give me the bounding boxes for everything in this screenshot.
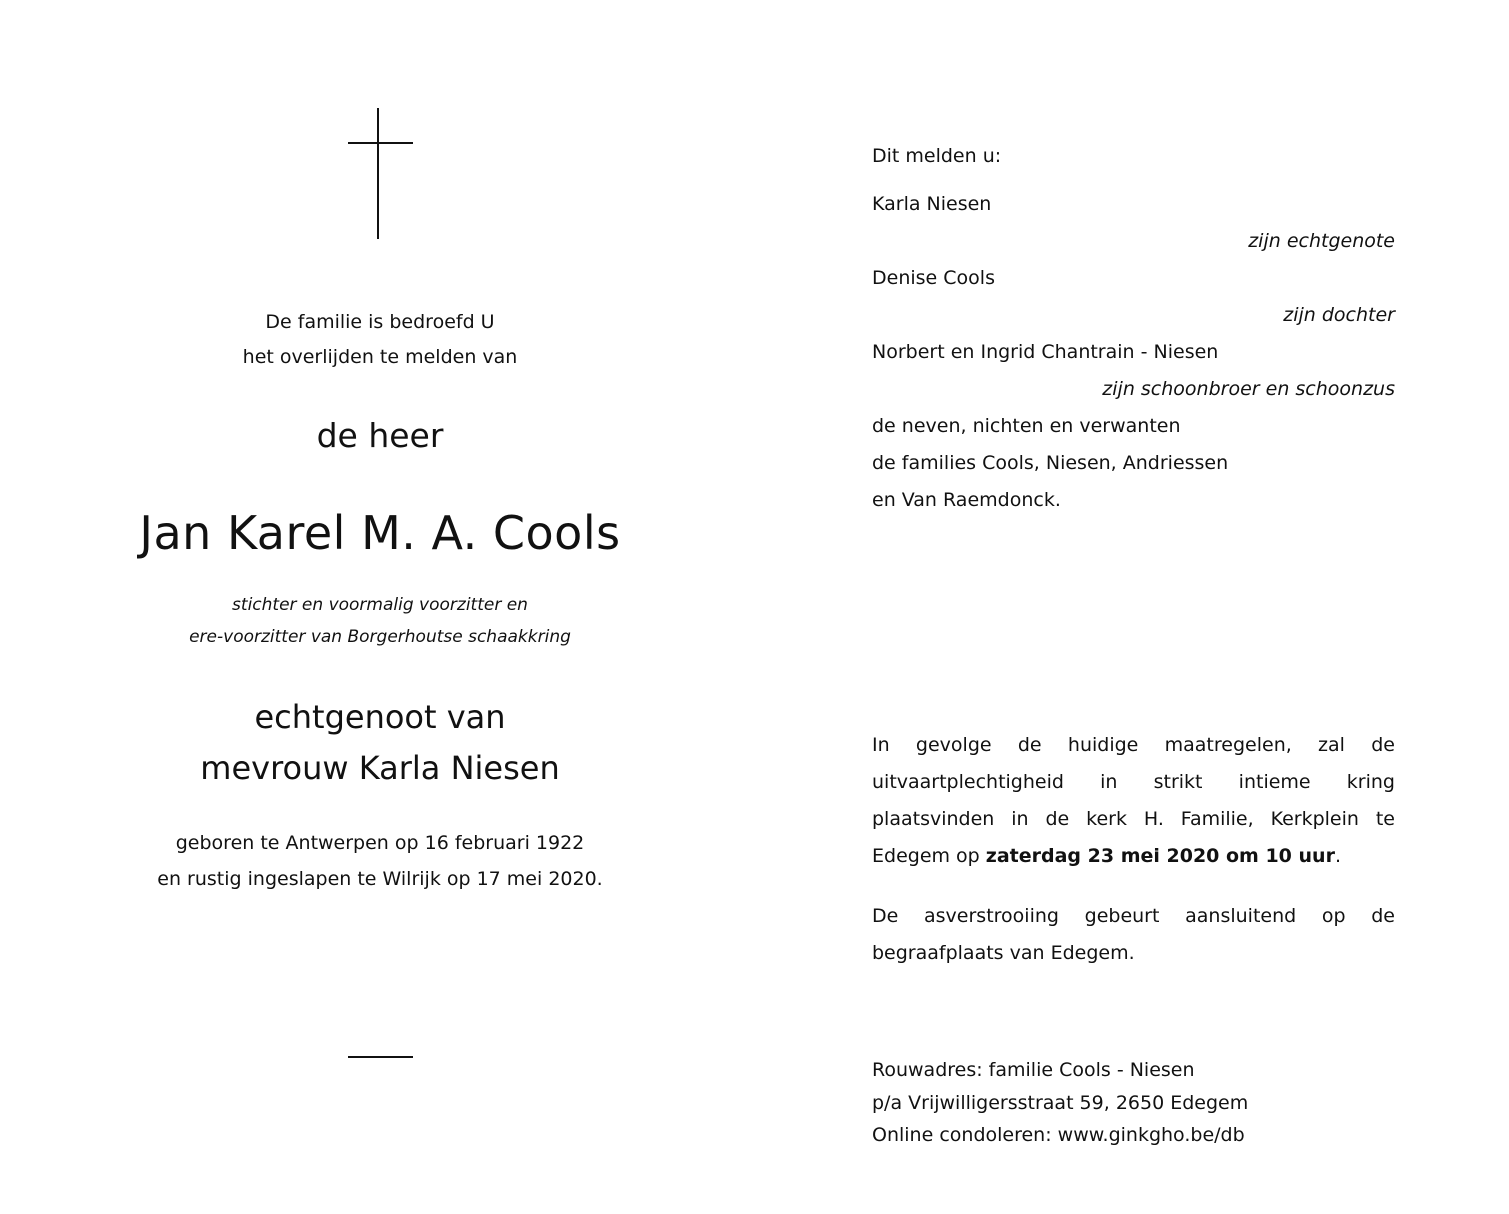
family-member-relation: zijn schoonbroer en schoonzus bbox=[1102, 378, 1395, 400]
relatives-line-2: de families Cools, Niesen, Andriessen bbox=[872, 452, 1229, 474]
intro-line-1: De familie is bedroefd U bbox=[265, 311, 495, 333]
family-member-relation: zijn dochter bbox=[1283, 304, 1395, 326]
funeral-date-time: zaterdag 23 mei 2020 om 10 uur bbox=[985, 845, 1335, 867]
death-line: en rustig ingeslapen te Wilrijk op 17 mei 2020. bbox=[157, 868, 603, 890]
closing-divider bbox=[348, 1056, 413, 1058]
family-member-name: Denise Cools bbox=[872, 267, 995, 289]
spouse-line-1: echtgenoot van bbox=[254, 698, 506, 736]
salutation: de heer bbox=[316, 416, 444, 455]
announcers-heading: Dit melden u: bbox=[872, 145, 1002, 167]
cross-icon bbox=[377, 108, 379, 239]
funeral-notice-text: In gevolge de huidige maatregelen, zal de uitvaartplechtigheid in strikt intieme kring plaatsvinden in de kerk H. Familie, Kerkplein te Edegem op bbox=[872, 734, 1395, 867]
spouse-line-2: mevrouw Karla Niesen bbox=[200, 749, 560, 787]
funeral-notice bbox=[872, 727, 1395, 875]
address-line-1: Rouwadres: familie Cools - Niesen bbox=[872, 1059, 1195, 1081]
intro-line-2: het overlijden te melden van bbox=[242, 346, 518, 368]
right-panel bbox=[872, 0, 1395, 1214]
cross-icon-crossbar bbox=[348, 142, 413, 144]
relatives-line-3: en Van Raemdonck. bbox=[872, 489, 1061, 511]
address-line-2: p/a Vrijwilligersstraat 59, 2650 Edegem bbox=[872, 1092, 1249, 1114]
family-member-relation: zijn echtgenote bbox=[1248, 230, 1395, 252]
scattering-notice: De asverstrooiing gebeurt aansluitend op de begraafplaats van Edegem. bbox=[872, 905, 1395, 964]
role-line-2: ere-voorzitter van Borgerhoutse schaakkring bbox=[189, 627, 571, 647]
relatives-line-1: de neven, nichten en verwanten bbox=[872, 415, 1181, 437]
family-member-name: Karla Niesen bbox=[872, 193, 992, 215]
role-line-1: stichter en voormalig voorzitter en bbox=[232, 595, 528, 615]
family-member-name: Norbert en Ingrid Chantrain - Niesen bbox=[872, 341, 1219, 363]
birth-line: geboren te Antwerpen op 16 februari 1922 bbox=[175, 832, 585, 854]
deceased-name: Jan Karel M. A. Cools bbox=[139, 506, 621, 560]
funeral-notice-end: . bbox=[1334, 845, 1341, 867]
left-panel bbox=[80, 0, 680, 1214]
condolence-link[interactable]: Online condoleren: www.ginkgho.be/db bbox=[872, 1124, 1245, 1146]
